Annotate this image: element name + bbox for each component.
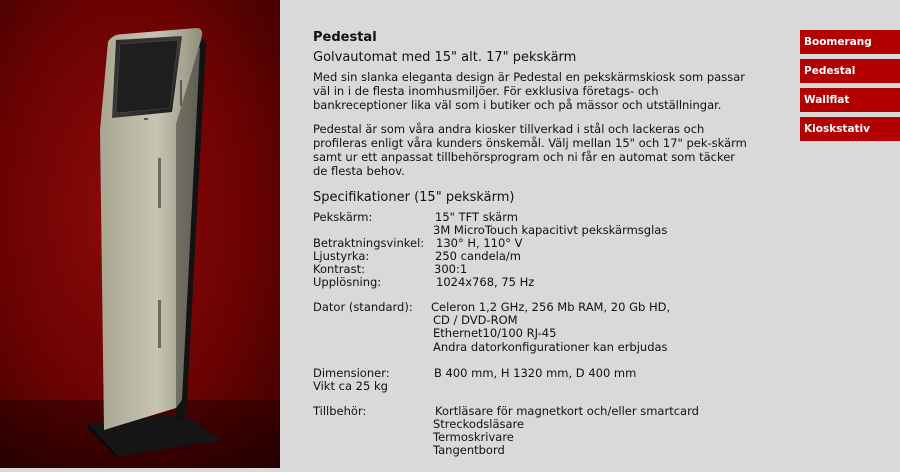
spec-value: 300:1 [434,262,468,276]
spec-label: Betraktningsvinkel: [313,236,425,250]
spec-label: Ljustyrka: [313,249,370,263]
spec-value: Kortläsare för magnetkort och/eller smartcard [435,404,699,418]
page-title: Pedestal [313,30,377,45]
spec-value: 15" TFT skärm [435,210,518,224]
spec-label: Dator (standard): [313,300,413,314]
nav-item-boomerang[interactable]: Boomerang [800,30,900,54]
spec-value: 3M MicroTouch kapacitivt pekskärmsglas [433,223,668,237]
spec-label: Dimensioner: [313,366,390,380]
intro-paragraph: Med sin slanka eleganta design är Pedestal en pekskärmskiosk som passar väl in i de flesta inomhusmiljöer. För exklusiva företags- och bankreceptioner lika väl som i butiker och på mässor och utställningar. [313,70,746,112]
spec-value: CD / DVD-ROM [433,313,518,327]
product-photo-pedestal-kiosk [0,0,280,468]
nav-item-wallflat[interactable]: Wallflat [800,88,900,112]
product-nav [800,30,900,146]
spec-label: Pekskärm: [313,210,373,224]
spec-label: Tillbehör: [313,404,367,418]
spec-label: Kontrast: [313,262,365,276]
nav-item-kioskstativ[interactable]: Kioskstativ [800,117,900,141]
page-subtitle: Golvautomat med 15" alt. 17" pekskärm [313,50,577,65]
specs-heading: Specifikationer (15" pekskärm) [313,190,515,205]
spec-value: 130° H, 110° V [436,236,523,250]
spec-label: Upplösning: [313,275,382,289]
spec-label: Vikt ca 25 kg [313,379,388,393]
spec-value: B 400 mm, H 1320 mm, D 400 mm [434,366,637,380]
spec-value: Andra datorkonfigurationer kan erbjudas [433,340,668,354]
spec-value: Ethernet10/100 RJ-45 [433,326,557,340]
spec-value: Tangentbord [433,443,505,457]
spec-value: Streckodsläsare [433,417,525,431]
spec-value: Termoskrivare [433,430,514,444]
spec-value: 250 candela/m [435,249,521,263]
spec-value: Celeron 1,2 GHz, 256 Mb RAM, 20 Gb HD, [431,300,671,314]
spec-value: 1024x768, 75 Hz [436,275,535,289]
details-paragraph: Pedestal är som våra andra kiosker tillverkad i stål och lackeras och profileras enligt våra kunders önskemål. Välj mellan 15" och 17" pek-skärm samt ur ett anpassat tillbehörsprogram och ni får en automat som täcker de flesta behov. [313,122,747,178]
nav-item-pedestal[interactable]: Pedestal [800,59,900,83]
